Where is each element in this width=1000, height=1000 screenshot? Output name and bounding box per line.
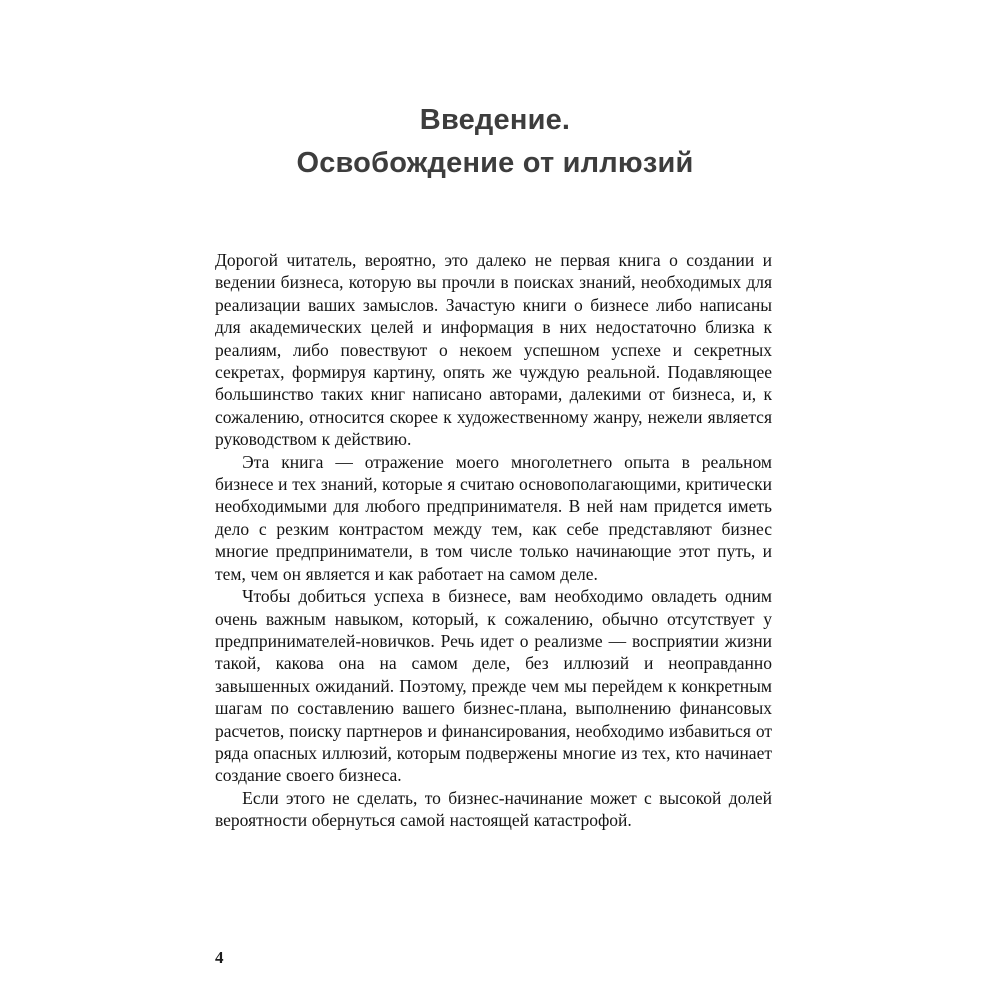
body-paragraph: Эта книга — отражение моего многолетнего опыта в реальном бизнесе и тех знаний, которые я считаю основополагающими, критически необходимыми для любого предпринимателя. В ней нам придется иметь дело с резким контрастом между тем, как себе представляют бизнес многие предприниматели, в том числе только начинающие этот путь, и тем, чем он является и как работает на самом деле. xyxy=(215,451,772,584)
body-paragraph: Чтобы добиться успеха в бизнесе, вам необходимо овладеть одним очень важным навыком, который, к сожалению, обычно отсутствует у предпринимателей-новичков. Речь идет о реализме — восприятии жизни такой, какова она на самом деле, без иллюзий и неоправданно завышенных ожиданий. Поэтому, прежде чем мы перейдем к конкретным шагам по составлению вашего бизнес-плана, выполнению финансовых расчетов, поиску партнеров и финансирования, необходимо избавиться от ряда опасных иллюзий, которым подвержены многие из тех, кто начинает создание своего бизнеса. xyxy=(215,586,772,786)
body-text xyxy=(215,249,772,832)
chapter-title xyxy=(215,99,775,185)
body-paragraph: Дорогой читатель, вероятно, это далеко не первая книга о создании и ведении бизнеса, которую вы прочли в поисках знаний, необходимых для реализации ваших замыслов. Зачастую книги о бизнесе либо написаны для академических целей и информация в них недостаточно близка к реалиям, либо повествуют о некоем успешном успехе и секретных секретах, формируя картину, опять же чуждую реальной. Подавляющее большинство таких книг написано авторами, далекими от бизнеса, и, к сожалению, относится скорее к художественному жанру, нежели является руководством к действию. xyxy=(215,250,772,450)
page-number: 4 xyxy=(215,948,224,967)
chapter-title-line1: Введение. xyxy=(419,104,571,136)
chapter-title-line2: Освобождение от иллюзий xyxy=(296,147,694,179)
body-paragraph: Если этого не сделать, то бизнес-начинание может с высокой долей вероятности обернуться самой настоящей катастрофой. xyxy=(215,787,772,831)
